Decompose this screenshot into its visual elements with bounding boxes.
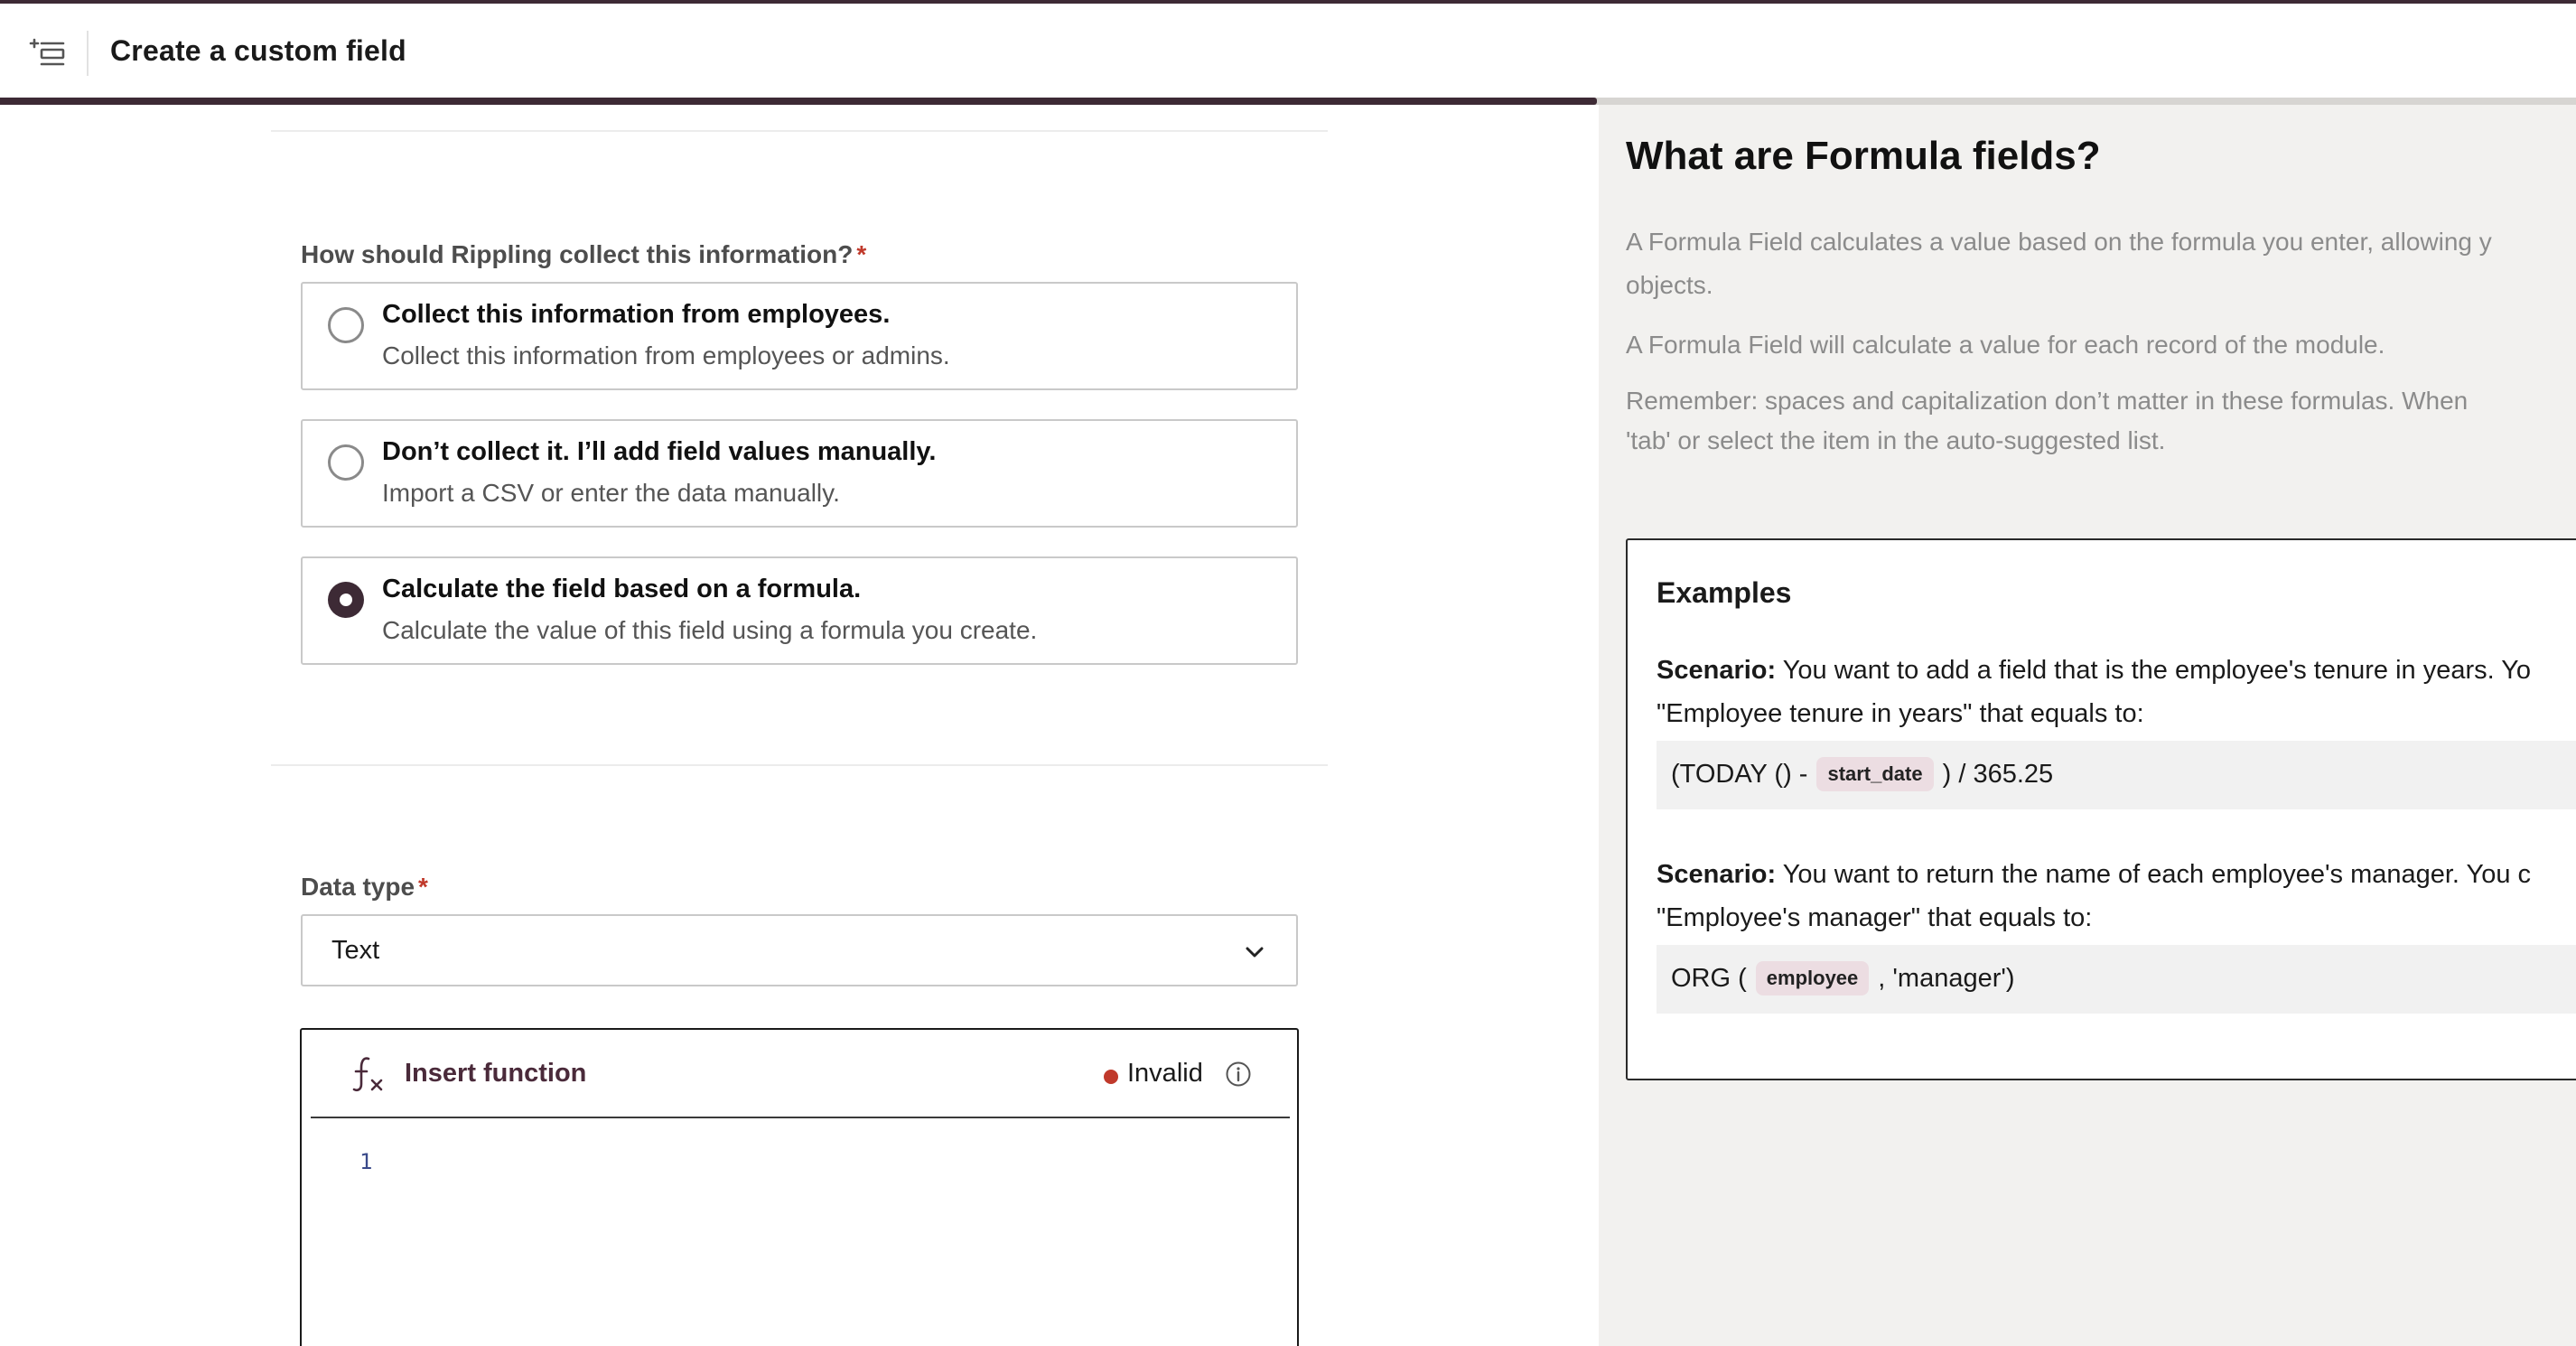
page-header — [0, 4, 2576, 99]
option-title: Don’t collect it. I’ll add field values manually. — [382, 437, 937, 466]
header-divider — [87, 31, 89, 76]
radio-button[interactable] — [328, 307, 364, 343]
radio-button[interactable] — [328, 444, 364, 481]
field-chip: start_date — [1816, 757, 1933, 791]
progress-bar-fill — [0, 98, 1597, 105]
data-type-value: Text — [331, 936, 380, 965]
radio-button-selected[interactable] — [328, 582, 364, 618]
section-divider — [271, 764, 1328, 766]
page-title: Create a custom field — [110, 34, 406, 67]
formula-status: Invalid — [1127, 1059, 1203, 1088]
help-paragraph-3: Remember: spaces and capitalization don’t matter in these formulas. When 'tab' or select the item in the auto-suggested list. — [1626, 387, 2469, 454]
help-title: What are Formula fields? — [1626, 134, 2101, 178]
formula-editor — [300, 1028, 1299, 1346]
formula-editor-toolbar — [311, 1030, 1290, 1118]
status-dot — [1104, 1070, 1118, 1084]
formula-code-input[interactable] — [401, 1138, 1268, 1346]
collapse-menu-button[interactable] — [27, 34, 67, 74]
data-type-select[interactable] — [301, 914, 1298, 986]
option-description: Import a CSV or enter the data manually. — [382, 479, 840, 507]
example-1-description: Scenario: You want to add a field that is the employee's tenure in years. Yo "Employee tenure in years" that equals to: — [1657, 656, 2532, 728]
option-title: Calculate the field based on a formula. — [382, 575, 862, 603]
option-add-manually[interactable] — [301, 419, 1298, 528]
examples-card — [1626, 538, 2576, 1080]
line-number: 1 — [359, 1149, 373, 1174]
help-paragraph-2: A Formula Field will calculate a value for each record of the module. — [1626, 331, 2385, 359]
help-panel — [1599, 105, 2576, 1346]
required-mark: * — [418, 873, 428, 901]
option-description: Collect this information from employees or admins. — [382, 341, 950, 369]
example-2-formula: ORG ( employee , 'manager') — [1657, 945, 2576, 1014]
info-icon[interactable] — [1225, 1061, 1252, 1088]
option-calculate-formula[interactable] — [301, 556, 1298, 665]
collection-label: How should Rippling collect this information? * — [301, 240, 867, 268]
field-chip: employee — [1756, 961, 1870, 995]
chevron-down-icon — [1240, 938, 1269, 967]
option-title: Collect this information from employees. — [382, 300, 891, 329]
option-description: Calculate the value of this field using a formula you create. — [382, 616, 1038, 644]
progress-bar — [0, 98, 2576, 105]
help-paragraph-1: A Formula Field calculates a value based on the formula you enter, allowing y objects. — [1626, 228, 2492, 299]
insert-function-button[interactable]: Insert function — [405, 1059, 587, 1088]
data-type-label: Data type * — [301, 873, 428, 901]
example-2-description: Scenario: You want to return the name of each employee's manager. You c "Employee's manager" that equals to: — [1657, 860, 2532, 932]
section-divider — [271, 130, 1328, 132]
examples-heading: Examples — [1657, 576, 1792, 609]
required-mark: * — [856, 240, 867, 268]
form-column — [0, 105, 1599, 1346]
function-icon — [350, 1053, 387, 1095]
collapse-menu-icon — [27, 34, 67, 74]
example-1-formula: (TODAY () - start_date ) / 365.25 — [1657, 741, 2576, 809]
option-collect-from-employees[interactable] — [301, 282, 1298, 390]
